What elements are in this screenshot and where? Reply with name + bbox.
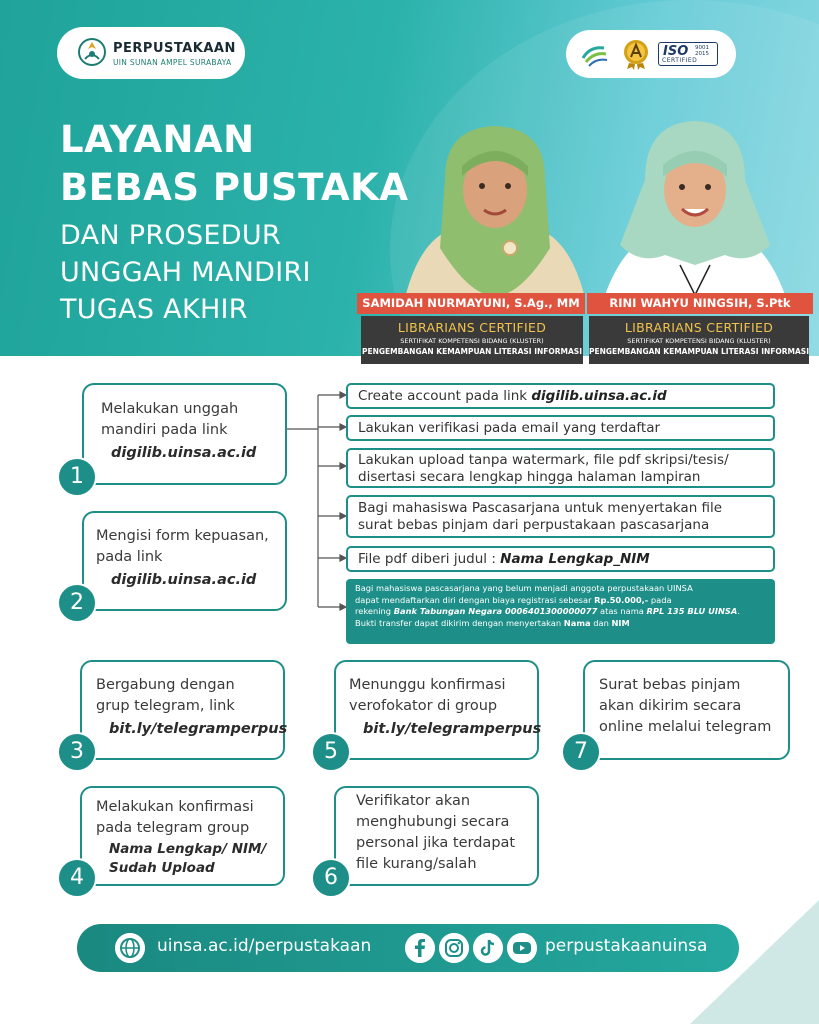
substep-pascasarjana-letter <box>346 495 775 538</box>
step-5-card <box>334 660 542 760</box>
librarian-2-cert-title: LIBRARIANS CERTIFIED <box>624 320 774 335</box>
step-4-number: 4 <box>57 858 97 898</box>
hero-subtitle-line2: UNGGAH MANDIRI <box>60 257 311 288</box>
step-6-text-line3: personal jika terdapat <box>356 835 516 851</box>
note-line3: rekening Bank Tabungan Negara 0006401300000077 atas nama RPL 135 BLU UINSA. <box>355 606 740 616</box>
substep-file-name-format: Nama Lengkap_NIM <box>500 551 650 567</box>
librarian-2-cert-field: PENGEMBANGAN KEMAMPUAN LITERASI INFORMASI <box>589 347 809 356</box>
footer-social-handle[interactable]: perpustakaanuinsa <box>545 936 708 956</box>
step-3-text-line2: grup telegram, link <box>96 698 235 714</box>
step-5-number: 5 <box>311 732 351 772</box>
step-1-link[interactable]: digilib.uinsa.ac.id <box>111 445 257 461</box>
step-7-card <box>583 660 790 760</box>
substep-upload-file <box>346 448 775 488</box>
step-5-text-line1: Menunggu konfirmasi <box>349 677 506 693</box>
substep-upload-line1: Lakukan upload tanpa watermark, file pdf skripsi/tesis/ <box>358 452 729 468</box>
footer-bar <box>77 924 739 972</box>
step-6-text-line2: menghubungi secara <box>356 814 510 830</box>
logo-title: PERPUSTAKAAN <box>113 41 236 56</box>
step-6-text-line1: Verifikator akan <box>356 793 471 809</box>
step-4-text-line2: pada telegram group <box>96 820 250 836</box>
librarian-1-cert-sub: SERTIFIKAT KOMPETENSI BIDANG (KLUSTER) <box>400 337 544 345</box>
substep-create-account <box>346 383 775 409</box>
step-5-text-line2: verofokator di group <box>349 698 498 714</box>
globe-icon <box>115 933 145 963</box>
step-1-text-line2: mandiri pada link <box>101 422 228 438</box>
hero-subtitle-line3: TUGAS AKHIR <box>60 294 248 325</box>
step-7-text-line2: akan dikirim secara <box>599 698 742 714</box>
substep-file-name <box>346 546 775 572</box>
step-6-text-line4: file kurang/salah <box>356 856 477 872</box>
step-2-text-line1: Mengisi form kepuasan, <box>96 528 269 544</box>
substep-file-name-text: File pdf diberi judul : <box>358 551 501 567</box>
step-1-number: 1 <box>57 457 97 497</box>
step-3-text-line1: Bergabung dengan <box>96 677 235 693</box>
tiktok-icon[interactable] <box>473 933 503 963</box>
librarian-1-name: SAMIDAH NURMAYUNI, S.Ag., MM <box>357 293 585 314</box>
hero-title-line1: LAYANAN <box>60 118 255 161</box>
footer-website[interactable]: uinsa.ac.id/perpustakaan <box>157 936 372 956</box>
pascasarjana-registration-note <box>346 579 775 644</box>
substep-pascasarjana-line1: Bagi mahasiswa Pascasarjana untuk menyertakan file <box>358 500 723 516</box>
step-3-link[interactable]: bit.ly/telegramperpus <box>109 721 288 737</box>
note-line2: dapat mendaftarkan diri dengan biaya registrasi sebesar Rp.50.000,- pada <box>355 594 672 605</box>
substep-verify-email <box>346 415 775 441</box>
iso-number: 9001 2015 <box>695 45 709 57</box>
librarian-1-cert-field: PENGEMBANGAN KEMAMPUAN LITERASI INFORMASI <box>362 347 582 356</box>
step-2-number: 2 <box>57 583 97 623</box>
librarian-2-name: RINI WAHYU NINGSIH, S.Ptk <box>587 293 813 314</box>
step-3-number: 3 <box>57 732 97 772</box>
step-4-text-line1: Melakukan konfirmasi <box>96 799 254 815</box>
librarian-1-cert-title: LIBRARIANS CERTIFIED <box>397 320 547 335</box>
step-2-card <box>82 511 287 611</box>
step-7-text-line3: online melalui telegram <box>599 719 772 735</box>
instagram-icon[interactable] <box>439 933 469 963</box>
note-line1: Bagi mahasiswa pascasarjana yang belum menjadi anggota perpustakaan UINSA <box>355 583 693 593</box>
substep-create-account-text: Create account pada link <box>358 388 532 404</box>
hero-title-line2: BEBAS PUSTAKA <box>60 166 409 209</box>
substep-verify-email-text: Lakukan verifikasi pada email yang terdaftar <box>358 420 661 436</box>
step-1-text-line1: Melakukan unggah <box>101 401 239 417</box>
step-4-card <box>80 786 285 886</box>
step-4-format-line2: Sudah Upload <box>109 860 215 876</box>
step-2-text-line2: pada link <box>96 549 163 565</box>
step-6-number: 6 <box>311 858 351 898</box>
facebook-icon[interactable] <box>405 933 435 963</box>
iso-label: ISO <box>663 44 689 59</box>
step-7-number: 7 <box>561 732 601 772</box>
iso-certified-label: CERTIFIED <box>662 57 698 64</box>
substep-upload-line2: disertasi secara lengkap hingga halaman lampiran <box>358 469 701 485</box>
note-line4: Bukti transfer dapat dikirim dengan menyertakan Nama dan NIM <box>355 617 630 628</box>
step-1-card <box>82 383 287 485</box>
logo-subtitle: UIN SUNAN AMPEL SURABAYA <box>113 58 232 67</box>
substep-pascasarjana-line2: surat bebas pinjam dari perpustakaan pascasarjana <box>358 517 710 533</box>
substep-create-account-link[interactable]: digilib.uinsa.ac.id <box>531 388 667 404</box>
hero-subtitle-line1: DAN PROSEDUR <box>60 220 281 251</box>
step-3-card <box>80 660 288 760</box>
step-7-text-line1: Surat bebas pinjam <box>599 677 741 693</box>
step-4-format-line1: Nama Lengkap/ NIM/ <box>109 841 267 857</box>
youtube-icon[interactable] <box>507 933 537 963</box>
step-5-link[interactable]: bit.ly/telegramperpus <box>363 721 542 737</box>
step-2-link[interactable]: digilib.uinsa.ac.id <box>111 572 257 588</box>
step-6-card <box>334 786 539 886</box>
librarian-2-cert-sub: SERTIFIKAT KOMPETENSI BIDANG (KLUSTER) <box>627 337 771 345</box>
